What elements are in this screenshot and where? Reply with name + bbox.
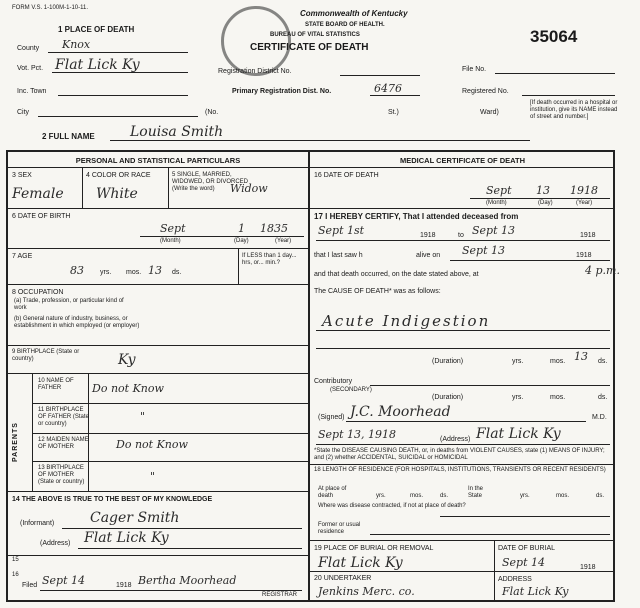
undertaker-address-label: ADDRESS bbox=[498, 576, 532, 583]
filed-label: Filed bbox=[22, 582, 38, 589]
mother-name-label: 12 MAIDEN NAME OF MOTHER bbox=[38, 437, 89, 450]
occupation-a-label: (a) Trade, profession, or particular kind of work bbox=[14, 298, 124, 311]
burial-date-value: Sept 14 bbox=[502, 556, 546, 569]
death-year-label: (Year) bbox=[576, 200, 593, 206]
contrib-ds-label: ds. bbox=[598, 394, 608, 401]
dob-year-label: (Year) bbox=[275, 238, 292, 244]
vot-label: Vot. Pct. bbox=[17, 65, 44, 72]
mother-birthplace-value: " bbox=[150, 470, 156, 483]
medical-certificate-title: MEDICAL CERTIFICATE OF DEATH bbox=[400, 156, 525, 165]
dob-year: 1835 bbox=[260, 222, 288, 235]
age-years: 83 bbox=[70, 264, 84, 277]
length-of-residence-label: 18 LENGTH OF RESIDENCE (FOR HOSPITALS, INSTITUTIONS, TRANSIENTS OR RECENT RESIDENTS) bbox=[314, 467, 606, 473]
filed-year: 1918 bbox=[116, 582, 132, 589]
occupation-b-label: (b) General nature of industry, business, or establishment in which employed (or employer) bbox=[14, 316, 140, 329]
birthplace-value: Ky bbox=[118, 352, 136, 368]
burial-year: 1918 bbox=[580, 564, 596, 571]
informant-address-value: Flat Lick Ky bbox=[84, 530, 169, 546]
filed-date: Sept 14 bbox=[42, 574, 86, 587]
dob-day-label: (Day) bbox=[234, 238, 249, 244]
seal-stamp bbox=[221, 6, 291, 76]
burial-place-label: 19 PLACE OF BURIAL OR REMOVAL bbox=[314, 545, 434, 552]
signed-date: Sept 13, 1918 bbox=[318, 428, 396, 441]
city-label: City bbox=[17, 109, 30, 116]
age-months: 13 bbox=[148, 264, 162, 277]
sex-label: 3 SEX bbox=[12, 172, 32, 179]
inc-town-label: Inc. Town bbox=[17, 88, 47, 95]
at-place-label: At place of death bbox=[318, 486, 347, 499]
full-name-label: 2 FULL NAME bbox=[42, 132, 95, 141]
res-yrs-label: yrs. bbox=[376, 493, 386, 499]
duration-label: (Duration) bbox=[432, 358, 464, 365]
state-mos-label: mos. bbox=[556, 493, 570, 499]
signed-address: Flat Lick Ky bbox=[476, 426, 561, 442]
age-yrs-label: yrs. bbox=[100, 269, 112, 276]
death-day-label: (Day) bbox=[538, 200, 553, 206]
death-time: 4 p.m. bbox=[585, 264, 620, 277]
mother-birthplace-label: 13 BIRTHPLACE OF MOTHER (State or country) bbox=[38, 465, 85, 485]
death-day: 13 bbox=[536, 184, 550, 197]
burial-place-value: Flat Lick Ky bbox=[318, 555, 403, 571]
certify-text: 17 I HEREBY CERTIFY, That I attended deceased from bbox=[314, 212, 519, 221]
personal-particulars-title: PERSONAL AND STATISTICAL PARTICULARS bbox=[75, 156, 241, 165]
primary-registration-label: Primary Registration Dist. No. bbox=[232, 88, 332, 95]
field-16: 16 bbox=[12, 572, 19, 578]
color-label: 4 COLOR OR RACE bbox=[86, 172, 151, 179]
primary-registration-value: 6476 bbox=[374, 82, 402, 95]
dob-month-label: (Month) bbox=[160, 238, 181, 244]
duration-yrs-label: yrs. bbox=[512, 358, 524, 365]
county-value: Knox bbox=[62, 38, 91, 51]
age-mos-label: mos. bbox=[126, 269, 142, 276]
secondary-label: (SECONDARY) bbox=[330, 387, 372, 393]
full-name-value: Louisa Smith bbox=[130, 124, 224, 140]
signed-address-label: (Address) bbox=[440, 436, 471, 443]
registrar-label: REGISTRAR bbox=[262, 592, 298, 598]
age-label: 7 AGE bbox=[12, 253, 33, 260]
place-of-death-title: 1 PLACE OF DEATH bbox=[58, 25, 135, 34]
informant-value: Cager Smith bbox=[90, 510, 180, 526]
father-birthplace-value: " bbox=[140, 410, 146, 423]
contrib-mos-label: mos. bbox=[550, 394, 566, 401]
vot-value: Flat Lick Ky bbox=[55, 57, 140, 73]
file-no-label: File No. bbox=[462, 66, 487, 73]
certificate-number: 35064 bbox=[530, 27, 578, 46]
last-saw-label: that I last saw h bbox=[314, 252, 363, 259]
informant-label: (Informant) bbox=[20, 520, 55, 527]
registration-district-label: Registration District No. bbox=[218, 68, 292, 75]
contrib-yrs-label: yrs. bbox=[512, 394, 524, 401]
father-birthplace-label: 11 BIRTHPLACE OF FATHER (State or country) bbox=[38, 407, 89, 427]
death-month-label: (Month) bbox=[486, 200, 507, 206]
death-year: 1918 bbox=[570, 184, 598, 197]
physician-signature: J.C. Moorhead bbox=[350, 404, 451, 420]
undertaker-value: Jenkins Merc. co. bbox=[318, 585, 415, 598]
duration-mos-label: mos. bbox=[550, 358, 566, 365]
dob-label: 6 DATE OF BIRTH bbox=[12, 213, 71, 220]
alive-on-value: Sept 13 bbox=[462, 244, 506, 257]
undertaker-address-value: Flat Lick Ky bbox=[502, 585, 569, 598]
father-name-label: 10 NAME OF FATHER bbox=[38, 378, 74, 391]
hospital-note: [If death occurred in a hospital or institution, give its NAME instead of street and number.] bbox=[530, 100, 618, 120]
form-number: FORM V.S. 1-100M-1-10-11. bbox=[12, 5, 89, 11]
where-contracted-label: Where was disease contracted, if not at place of death? bbox=[318, 503, 466, 509]
contributory-label: Contributory bbox=[314, 378, 353, 385]
field-15: 15 bbox=[12, 557, 19, 563]
alive-on-label: alive on bbox=[416, 252, 441, 259]
ward-label: Ward) bbox=[480, 109, 499, 116]
father-name-value: Do not Know bbox=[92, 382, 164, 395]
board-title: STATE BOARD OF HEALTH. bbox=[305, 22, 385, 28]
state-ds-label: ds. bbox=[596, 493, 605, 499]
in-state-label: In the State bbox=[468, 486, 484, 499]
dob-month: Sept bbox=[160, 222, 186, 235]
contrib-duration-label: (Duration) bbox=[432, 394, 464, 401]
marital-status-value: Widow bbox=[230, 182, 268, 195]
burial-date-label: DATE OF BURIAL bbox=[498, 545, 556, 552]
alive-on-year: 1918 bbox=[576, 252, 592, 259]
birthplace-label: 9 BIRTHPLACE (State or country) bbox=[12, 349, 80, 362]
sex-value: Female bbox=[12, 186, 64, 202]
attended-to-year: 1918 bbox=[580, 232, 596, 239]
res-mos-label: mos. bbox=[410, 493, 424, 499]
certificate-title: CERTIFICATE OF DEATH bbox=[250, 42, 369, 53]
cause-of-death-value: Acute Indigestion bbox=[322, 312, 491, 330]
cause-of-death-label: The CAUSE OF DEATH* was as follows: bbox=[314, 288, 441, 295]
death-month: Sept bbox=[486, 184, 512, 197]
less-than-day-label: If LESS than 1 day... hrs, or... min.? bbox=[242, 253, 297, 266]
dob-day: 1 bbox=[238, 222, 245, 235]
county-label: County bbox=[17, 45, 40, 52]
to-label: to bbox=[458, 232, 464, 239]
marital-status-label: 5 SINGLE, MARRIED, WIDOWED, OR DIVORCED (Write the word) bbox=[172, 172, 248, 192]
mother-name-value: Do not Know bbox=[116, 438, 188, 451]
date-of-death-label: 16 DATE OF DEATH bbox=[314, 172, 379, 179]
no-label: (No. bbox=[205, 109, 219, 116]
parents-label: PARENTS bbox=[12, 422, 19, 462]
st-label: St.) bbox=[388, 109, 399, 116]
bureau-title: BUREAU OF VITAL STATISTICS bbox=[270, 32, 360, 38]
former-residence-label: Former or usual residence bbox=[318, 522, 361, 535]
commonwealth-title: Commonwealth of Kentucky bbox=[300, 9, 408, 18]
occupation-label: 8 OCCUPATION bbox=[12, 289, 64, 296]
res-ds-label: ds. bbox=[440, 493, 449, 499]
md-label: M.D. bbox=[592, 414, 607, 421]
above-true-label: 14 THE ABOVE IS TRUE TO THE BEST OF MY KNOWLEDGE bbox=[12, 496, 213, 503]
state-note: *State the DISEASE CAUSING DEATH, or, in deaths from VIOLENT CAUSES, state (1) MEANS OF INJURY; and (2) whether ACCIDENTAL, SUICIDAL or HOMICIDAL bbox=[314, 448, 605, 461]
state-yrs-label: yrs. bbox=[520, 493, 530, 499]
signed-label: (Signed) bbox=[318, 414, 345, 421]
attended-from: Sept 1st bbox=[318, 224, 365, 237]
age-ds-label: ds. bbox=[172, 269, 182, 276]
duration-ds-label: ds. bbox=[598, 358, 608, 365]
undertaker-label: 20 UNDERTAKER bbox=[314, 575, 372, 582]
duration-months-value: 13 bbox=[574, 350, 588, 363]
registrar-signature: Bertha Moorhead bbox=[138, 574, 237, 587]
attended-to: Sept 13 bbox=[472, 224, 516, 237]
death-occurred-text: and that death occurred, on the date stated above, at bbox=[314, 271, 479, 278]
registered-no-label: Registered No. bbox=[462, 88, 509, 95]
color-value: White bbox=[96, 186, 138, 202]
attended-from-year: 1918 bbox=[420, 232, 436, 239]
informant-address-label: (Address) bbox=[40, 540, 71, 547]
